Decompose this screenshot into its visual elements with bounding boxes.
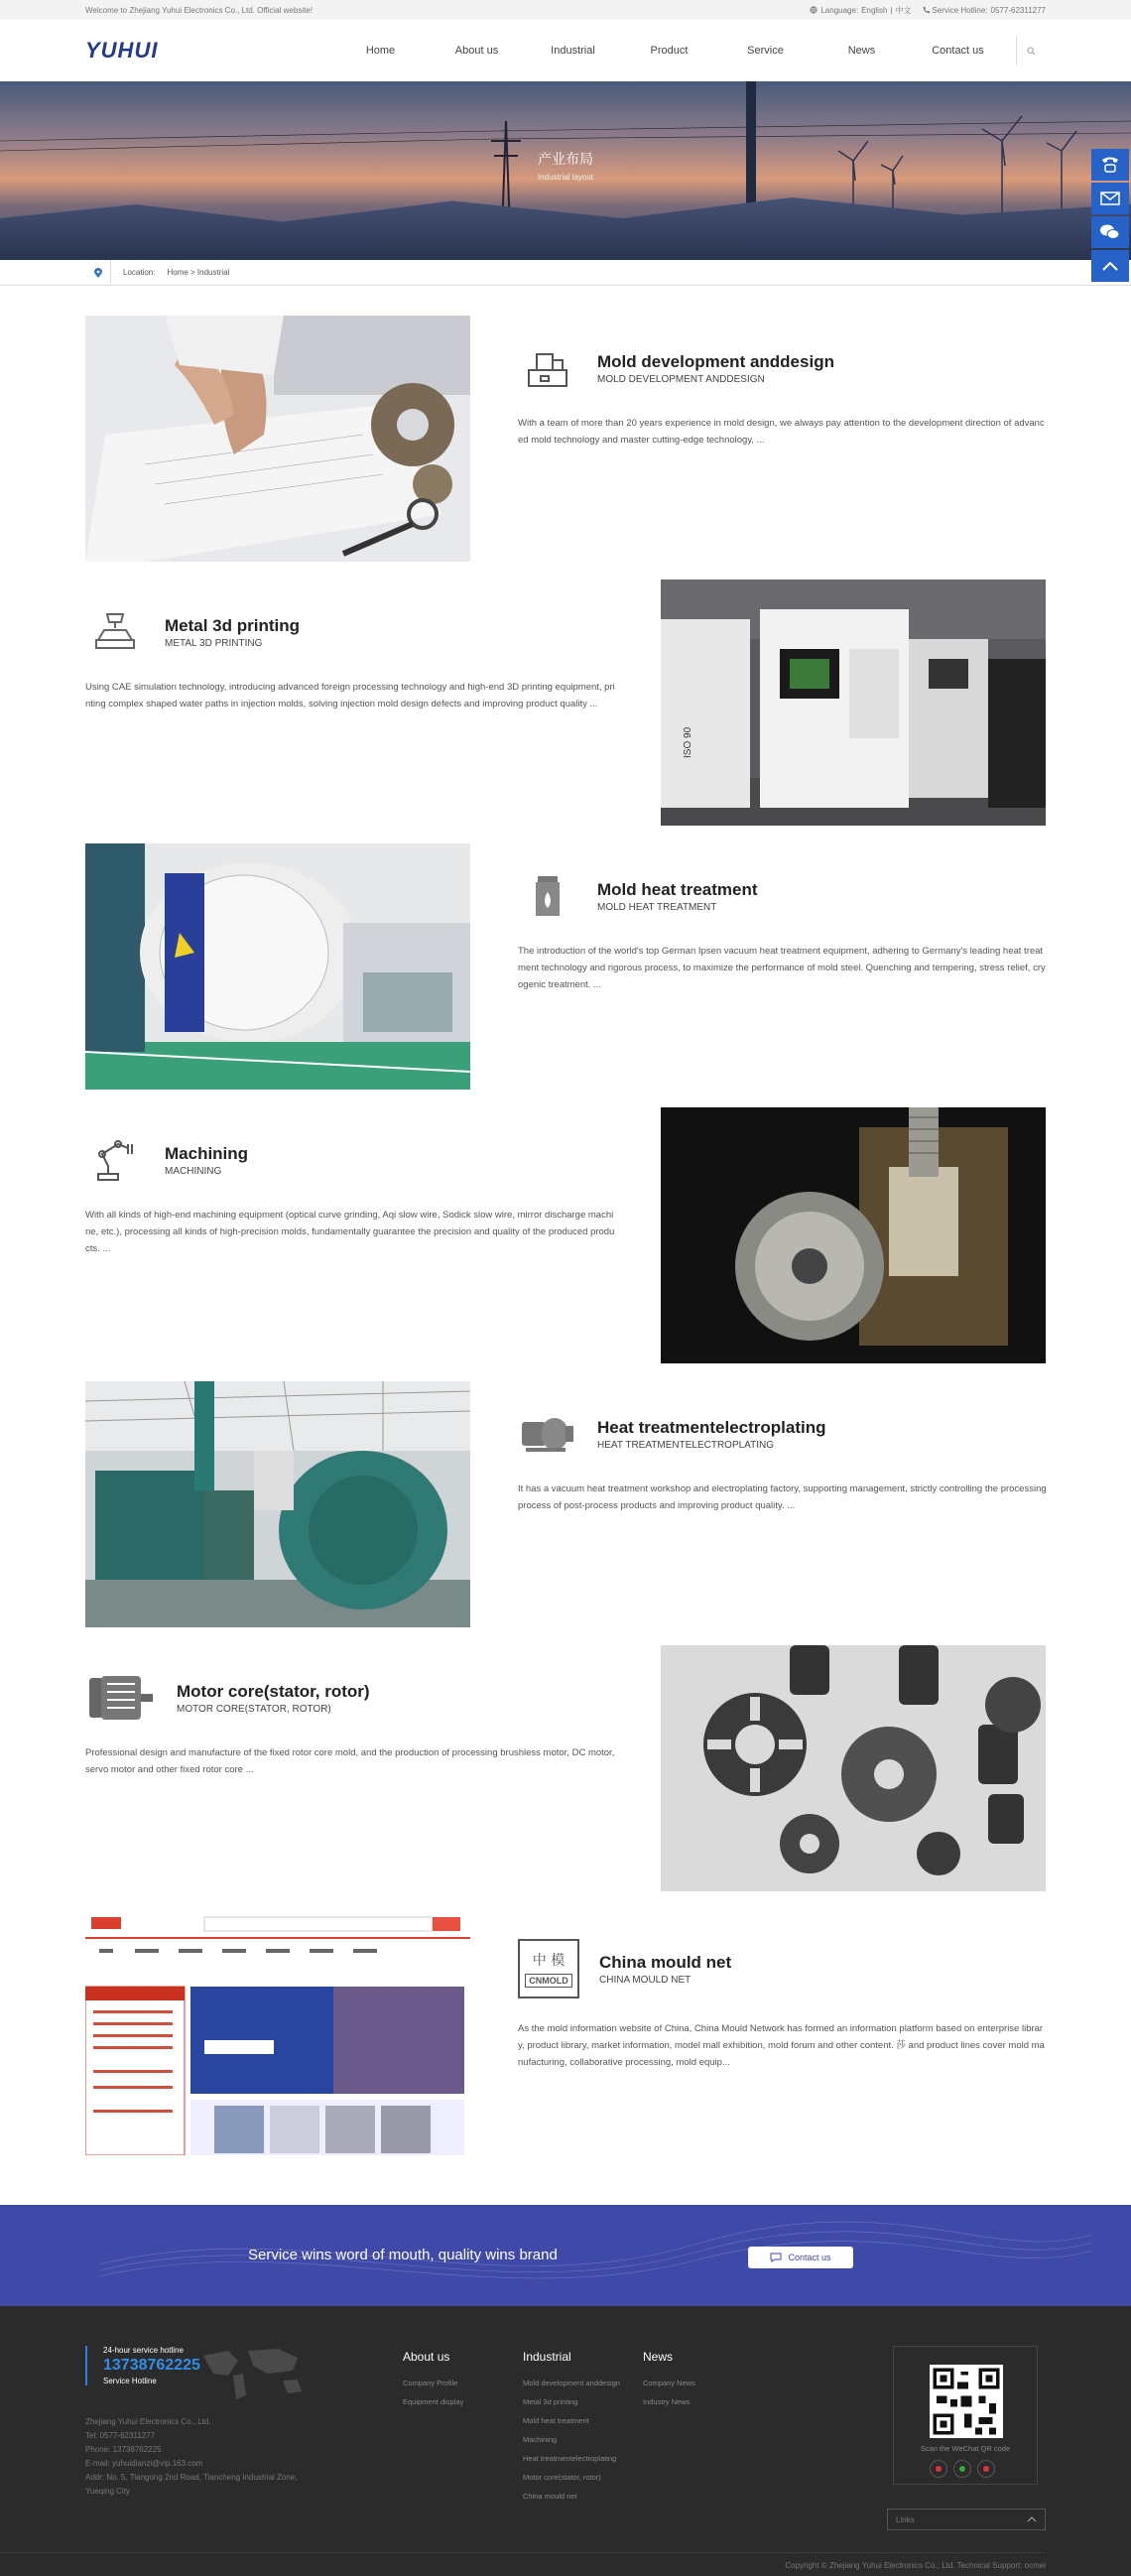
footer-col-title[interactable]: News bbox=[643, 2350, 674, 2364]
float-email-button[interactable] bbox=[1091, 183, 1129, 214]
footer-col-about bbox=[403, 2350, 463, 2411]
furnace-icon bbox=[518, 871, 577, 921]
copyright: Copyright © Zhejiang Yuhui Electronics Co., Ltd. Technical Support: ocmei bbox=[0, 2552, 1046, 2570]
qr-code bbox=[930, 2365, 1003, 2438]
footer-link[interactable]: Mold development anddesign bbox=[523, 2379, 620, 2387]
cnmold-logo-top: 中 模 bbox=[532, 1953, 566, 1969]
item-text bbox=[518, 343, 1049, 449]
item-text bbox=[85, 1673, 616, 1778]
motor-core-photo[interactable] bbox=[661, 1645, 1046, 1891]
item-text bbox=[518, 871, 1049, 993]
industry-item-mold-design[interactable] bbox=[85, 316, 1046, 562]
nav-about[interactable]: About us bbox=[454, 45, 499, 57]
industry-item-electroplating[interactable] bbox=[85, 1381, 1046, 1627]
company-phone: Phone: 13738762225 bbox=[85, 2445, 162, 2454]
company-tel: Tel: 0577-62311277 bbox=[85, 2431, 156, 2440]
plating-machine-icon bbox=[518, 1409, 577, 1459]
heat-treatment-photo[interactable] bbox=[85, 843, 470, 1090]
item-subtitle: MOLD HEAT TREATMENT bbox=[597, 901, 717, 913]
banner bbox=[0, 81, 1131, 260]
nav-contact[interactable]: Contact us bbox=[932, 45, 984, 57]
item-subtitle: CHINA MOULD NET bbox=[599, 1974, 691, 1986]
item-title[interactable]: Machining bbox=[165, 1143, 249, 1163]
footer bbox=[0, 2306, 1131, 2576]
hotline-block bbox=[85, 2346, 200, 2385]
industry-item-china-mould-net[interactable] bbox=[85, 1911, 1046, 2157]
world-map-decoration bbox=[198, 2346, 308, 2401]
company-address: Addr: No. 5, Tiangong 2nd Road, Tiancheng Industrial Zone, Yueqing City bbox=[85, 2473, 298, 2496]
back-to-top-button[interactable] bbox=[1091, 250, 1129, 282]
banner-title: 产业布局 bbox=[538, 151, 593, 167]
item-title[interactable]: Heat treatmentelectroplating bbox=[597, 1417, 826, 1437]
3d-printer-photo[interactable] bbox=[661, 580, 1046, 826]
item-description: Professional design and manufacture of the fixed rotor core mold, and the production of processing brushless motor, DC motor, servo motor and other fixed rotor core ... bbox=[85, 1747, 615, 1775]
weibo-icon[interactable] bbox=[930, 2460, 947, 2478]
top-bar bbox=[0, 0, 1131, 20]
cnmold-website-screenshot[interactable] bbox=[85, 1911, 470, 2155]
company-email[interactable]: E-mail: yuhuidianzi@vip.163.com bbox=[85, 2459, 203, 2468]
hotline-number[interactable]: 13738762225 bbox=[103, 2357, 200, 2374]
footer-link[interactable]: Industry News bbox=[643, 2397, 691, 2406]
mold-design-photo[interactable] bbox=[85, 316, 470, 562]
nav-news[interactable]: News bbox=[847, 45, 876, 57]
footer-link[interactable]: Company News bbox=[643, 2379, 695, 2387]
qq-icon[interactable] bbox=[977, 2460, 995, 2478]
item-text bbox=[518, 1939, 1049, 2071]
wechat-icon bbox=[1099, 223, 1121, 241]
banner-subtitle: Industrial layout bbox=[537, 173, 594, 182]
item-description: With all kinds of high-end machining equipment (optical curve grinding, Aqi slow wire, Sodick slow wire, mirror discharge machine, etc.), processing all kinds of high-precision molds, fundamentally guarantee the precision and quality of the produced products. ... bbox=[85, 1210, 615, 1254]
item-subtitle: METAL 3D PRINTING bbox=[165, 637, 263, 649]
footer-link[interactable]: Company Profile bbox=[403, 2379, 458, 2387]
electroplating-photo[interactable] bbox=[85, 1381, 470, 1627]
item-title[interactable]: Mold development anddesign bbox=[597, 351, 834, 371]
robot-arm-icon bbox=[85, 1135, 145, 1185]
qr-caption: Scan the WeChat QR code bbox=[920, 2444, 1011, 2453]
welcome-text: Welcome to Zhejiang Yuhui Electronics Co., Ltd. Official website! bbox=[85, 5, 314, 15]
language-switch: Language: English | 中文 bbox=[810, 5, 911, 16]
links-select[interactable]: Links bbox=[887, 2509, 1046, 2530]
company-info bbox=[85, 2415, 323, 2499]
item-description: Using CAE simulation technology, introducing advanced foreign processing technology and high-end 3D printing equipment, printing complex shaped water paths in injection molds, solving injection mold design defects and improving product quality ... bbox=[85, 682, 615, 709]
footer-link[interactable]: Equipment display bbox=[403, 2397, 464, 2406]
item-description: As the mold information website of China, China Mould Network has formed an information platform based on enterprise library, product library, market information, model mall exhibition, mold forum and other content. 莎 and product lines cover mold manufacturing, collaborative processing, mold equip... bbox=[518, 2023, 1045, 2068]
footer-col-industrial bbox=[523, 2350, 620, 2506]
header bbox=[0, 20, 1131, 81]
social-links bbox=[930, 2460, 995, 2478]
footer-link[interactable]: China mould net bbox=[523, 2492, 577, 2501]
item-description: With a team of more than 20 years experience in mold design, we always pay attention to the development direction of advanced mold technology and master cutting-edge technology, ... bbox=[518, 418, 1045, 446]
hotline-label: 24-hour service hotline bbox=[103, 2346, 184, 2355]
printer-3d-icon bbox=[85, 607, 145, 657]
main-nav bbox=[332, 36, 1046, 65]
wechat-qr-box bbox=[893, 2346, 1038, 2485]
search-icon bbox=[1027, 47, 1036, 56]
industry-item-motor-core[interactable] bbox=[85, 1645, 1046, 1891]
item-subtitle: MACHINING bbox=[165, 1165, 222, 1177]
slogan-band bbox=[0, 2205, 1131, 2306]
float-phone-button[interactable] bbox=[1091, 149, 1129, 181]
envelope-icon bbox=[1100, 192, 1120, 205]
site-logo[interactable]: YUHUI bbox=[85, 38, 159, 63]
float-wechat-button[interactable] bbox=[1091, 216, 1129, 248]
item-subtitle: MOTOR CORE(STATOR, ROTOR) bbox=[177, 1703, 331, 1715]
globe-icon bbox=[810, 6, 817, 14]
breadcrumb-path[interactable]: Home > Industrial bbox=[167, 268, 230, 277]
lang-cn-link[interactable]: 中文 bbox=[895, 5, 912, 15]
machining-photo[interactable] bbox=[661, 1107, 1046, 1363]
motor-icon bbox=[85, 1673, 157, 1723]
item-description: The introduction of the world's top German Ipsen vacuum heat treatment equipment, adhering to Germany's leading heat treatment technology and rigorous process, to maximize the performance of mold steel. Quenching and tempering, stress relief, cryogenic treatment. ... bbox=[518, 946, 1046, 990]
chevron-up-icon bbox=[1027, 2516, 1037, 2522]
location-label: Location: bbox=[123, 268, 156, 277]
nav-industrial[interactable]: Industrial bbox=[551, 45, 595, 57]
footer-col-news bbox=[643, 2350, 695, 2411]
item-title[interactable]: Motor core(stator, rotor) bbox=[177, 1681, 370, 1701]
floating-sidebar bbox=[1091, 149, 1129, 284]
service-hotline: Service Hotline: 0577-62311277 bbox=[922, 6, 1047, 15]
footer-link[interactable]: Machining bbox=[523, 2435, 558, 2444]
cnmold-logo-icon bbox=[518, 1939, 579, 1998]
search-button[interactable] bbox=[1016, 36, 1046, 65]
contact-us-button[interactable]: Contact us bbox=[748, 2247, 853, 2268]
industry-item-3d-printing[interactable] bbox=[85, 580, 1046, 826]
item-subtitle: MOLD DEVELOPMENT ANDDESIGN bbox=[597, 373, 765, 385]
svg-text:ISO 90: ISO 90 bbox=[683, 726, 693, 758]
footer-link[interactable]: Mold heat treatment bbox=[523, 2416, 589, 2425]
nav-home[interactable]: Home bbox=[365, 45, 396, 57]
nav-service[interactable]: Service bbox=[747, 45, 784, 57]
cnmold-logo-bottom: CNMOLD bbox=[525, 1974, 572, 1988]
item-text bbox=[518, 1409, 1049, 1514]
location-pin bbox=[85, 260, 111, 286]
hotline-sub: Service Hotline bbox=[103, 2377, 157, 2385]
industry-item-machining[interactable] bbox=[85, 1107, 1046, 1363]
footer-link[interactable]: Metal 3d printing bbox=[523, 2397, 578, 2406]
phone-icon bbox=[1100, 156, 1120, 174]
item-subtitle: HEAT TREATMENTELECTROPLATING bbox=[597, 1439, 774, 1451]
wechat-icon[interactable] bbox=[953, 2460, 971, 2478]
phone-icon bbox=[922, 6, 930, 14]
location-icon bbox=[94, 268, 102, 278]
breadcrumb bbox=[0, 260, 1131, 286]
item-text bbox=[85, 607, 616, 712]
footer-col-title[interactable]: About us bbox=[403, 2350, 450, 2364]
lang-en-link[interactable]: English bbox=[861, 5, 888, 15]
item-title[interactable]: China mould net bbox=[599, 1952, 732, 1972]
footer-col-title[interactable]: Industrial bbox=[523, 2350, 571, 2364]
item-text bbox=[85, 1135, 616, 1257]
industry-item-mold-heat-treatment[interactable] bbox=[85, 843, 1046, 1090]
item-title[interactable]: Mold heat treatment bbox=[597, 879, 758, 899]
nav-product[interactable]: Product bbox=[650, 45, 689, 57]
slogan-text: Service wins word of mouth, quality wins brand bbox=[248, 2247, 558, 2263]
chevron-up-icon bbox=[1101, 260, 1119, 272]
item-description: It has a vacuum heat treatment workshop and electroplating factory, supporting management, strictly controlling the processing process of post-process products and improving product quality. ... bbox=[518, 1483, 1047, 1511]
footer-link[interactable]: Heat treatmentelectroplating bbox=[523, 2454, 617, 2463]
wave-lines bbox=[0, 2205, 1131, 2306]
mold-design-icon bbox=[518, 343, 577, 393]
footer-link[interactable]: Motor core(stator, rotor) bbox=[523, 2473, 601, 2482]
company-name: Zhejiang Yuhui Electronics Co., Ltd. bbox=[85, 2417, 211, 2426]
chat-icon bbox=[770, 2253, 782, 2262]
item-title[interactable]: Metal 3d printing bbox=[165, 615, 300, 635]
